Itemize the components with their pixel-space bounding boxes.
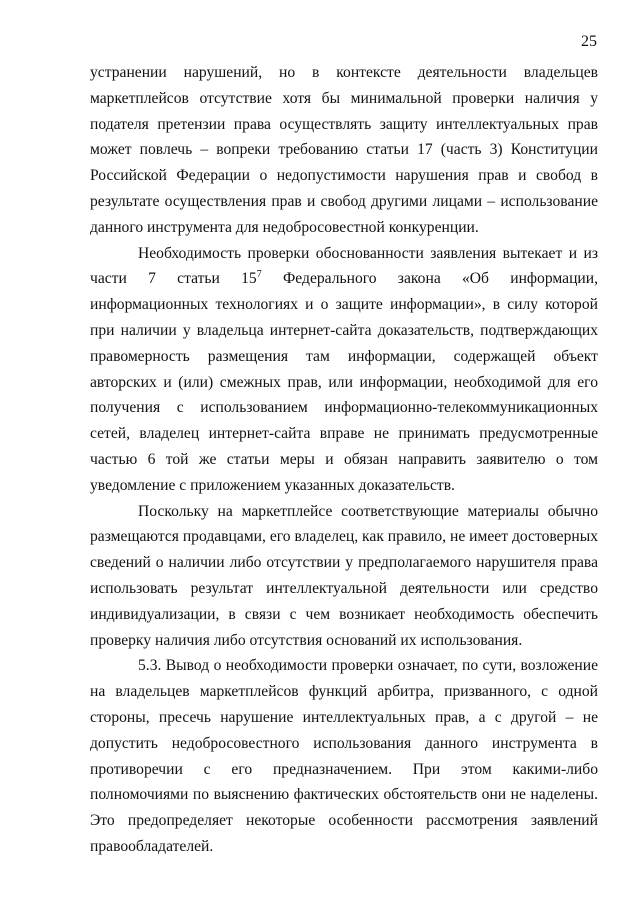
article-superscript: 7 [256, 269, 262, 281]
document-body [90, 60, 598, 860]
page-number: 25 [581, 33, 597, 50]
paragraph-text: Федерального закона «Об информации, информационных технологиях и о защите информации», в силу которой при наличии у владельца интернет-сайта доказательств, подтверждающих правомерность размещения там информации, содержащей объект авторских и (или) смежных прав, или информации, необходимой для его получения с использованием информационно-телекоммуникационных сетей, владелец интернет-сайта вправе не принимать предусмотренные частью 6 той же статьи меры и обязан направить заявителю о том уведомление с приложением указанных доказательств. [90, 270, 598, 494]
paragraph-verification-basis [90, 241, 598, 499]
paragraph-marketplace-sellers: Поскольку на маркетплейсе соответствующие материалы обычно размещаются продавцами, его владелец, как правило, не имеет достоверных сведений о наличии либо отсутствии у предполагаемого нарушителя права использовать результат интеллектуальной деятельности или средство индивидуализации, в связи с чем возникает необходимость обеспечить проверку наличия либо отсутствия оснований их использования. [90, 502, 598, 649]
paragraph-continuation: устранении нарушений, но в контексте деятельности владельцев маркетплейсов отсутствие хотя бы минимальной проверки наличия у подателя претензии права осуществлять защиту интеллектуальных прав может повлечь – вопреки требованию статьи 17 (часть 3) Конституции Российской Федерации о недопустимости нарушения прав и свобод в результате осуществления прав и свобод другими лицами – использование данного инструмента для недобросовестной конкуренции. [90, 64, 598, 236]
paragraph-text: Необходимость проверки обоснованности заявления вытекает и из части 7 статьи 15 [90, 244, 598, 288]
paragraph-section-5-3: 5.3. Вывод о необходимости проверки означает, по сути, возложение на владельцев маркетплейсов функций арбитра, призванного, с одной стороны, пресечь нарушение интеллектуальных прав, а с другой – не допустить недобросовестного использования данного инструмента в противоречии с его предназначением. При этом какими-либо полномочиями по выяснению фактических обстоятельств они не наделены. Это предопределяет некоторые особенности рассмотрения заявлений правообладателей. [90, 657, 598, 855]
